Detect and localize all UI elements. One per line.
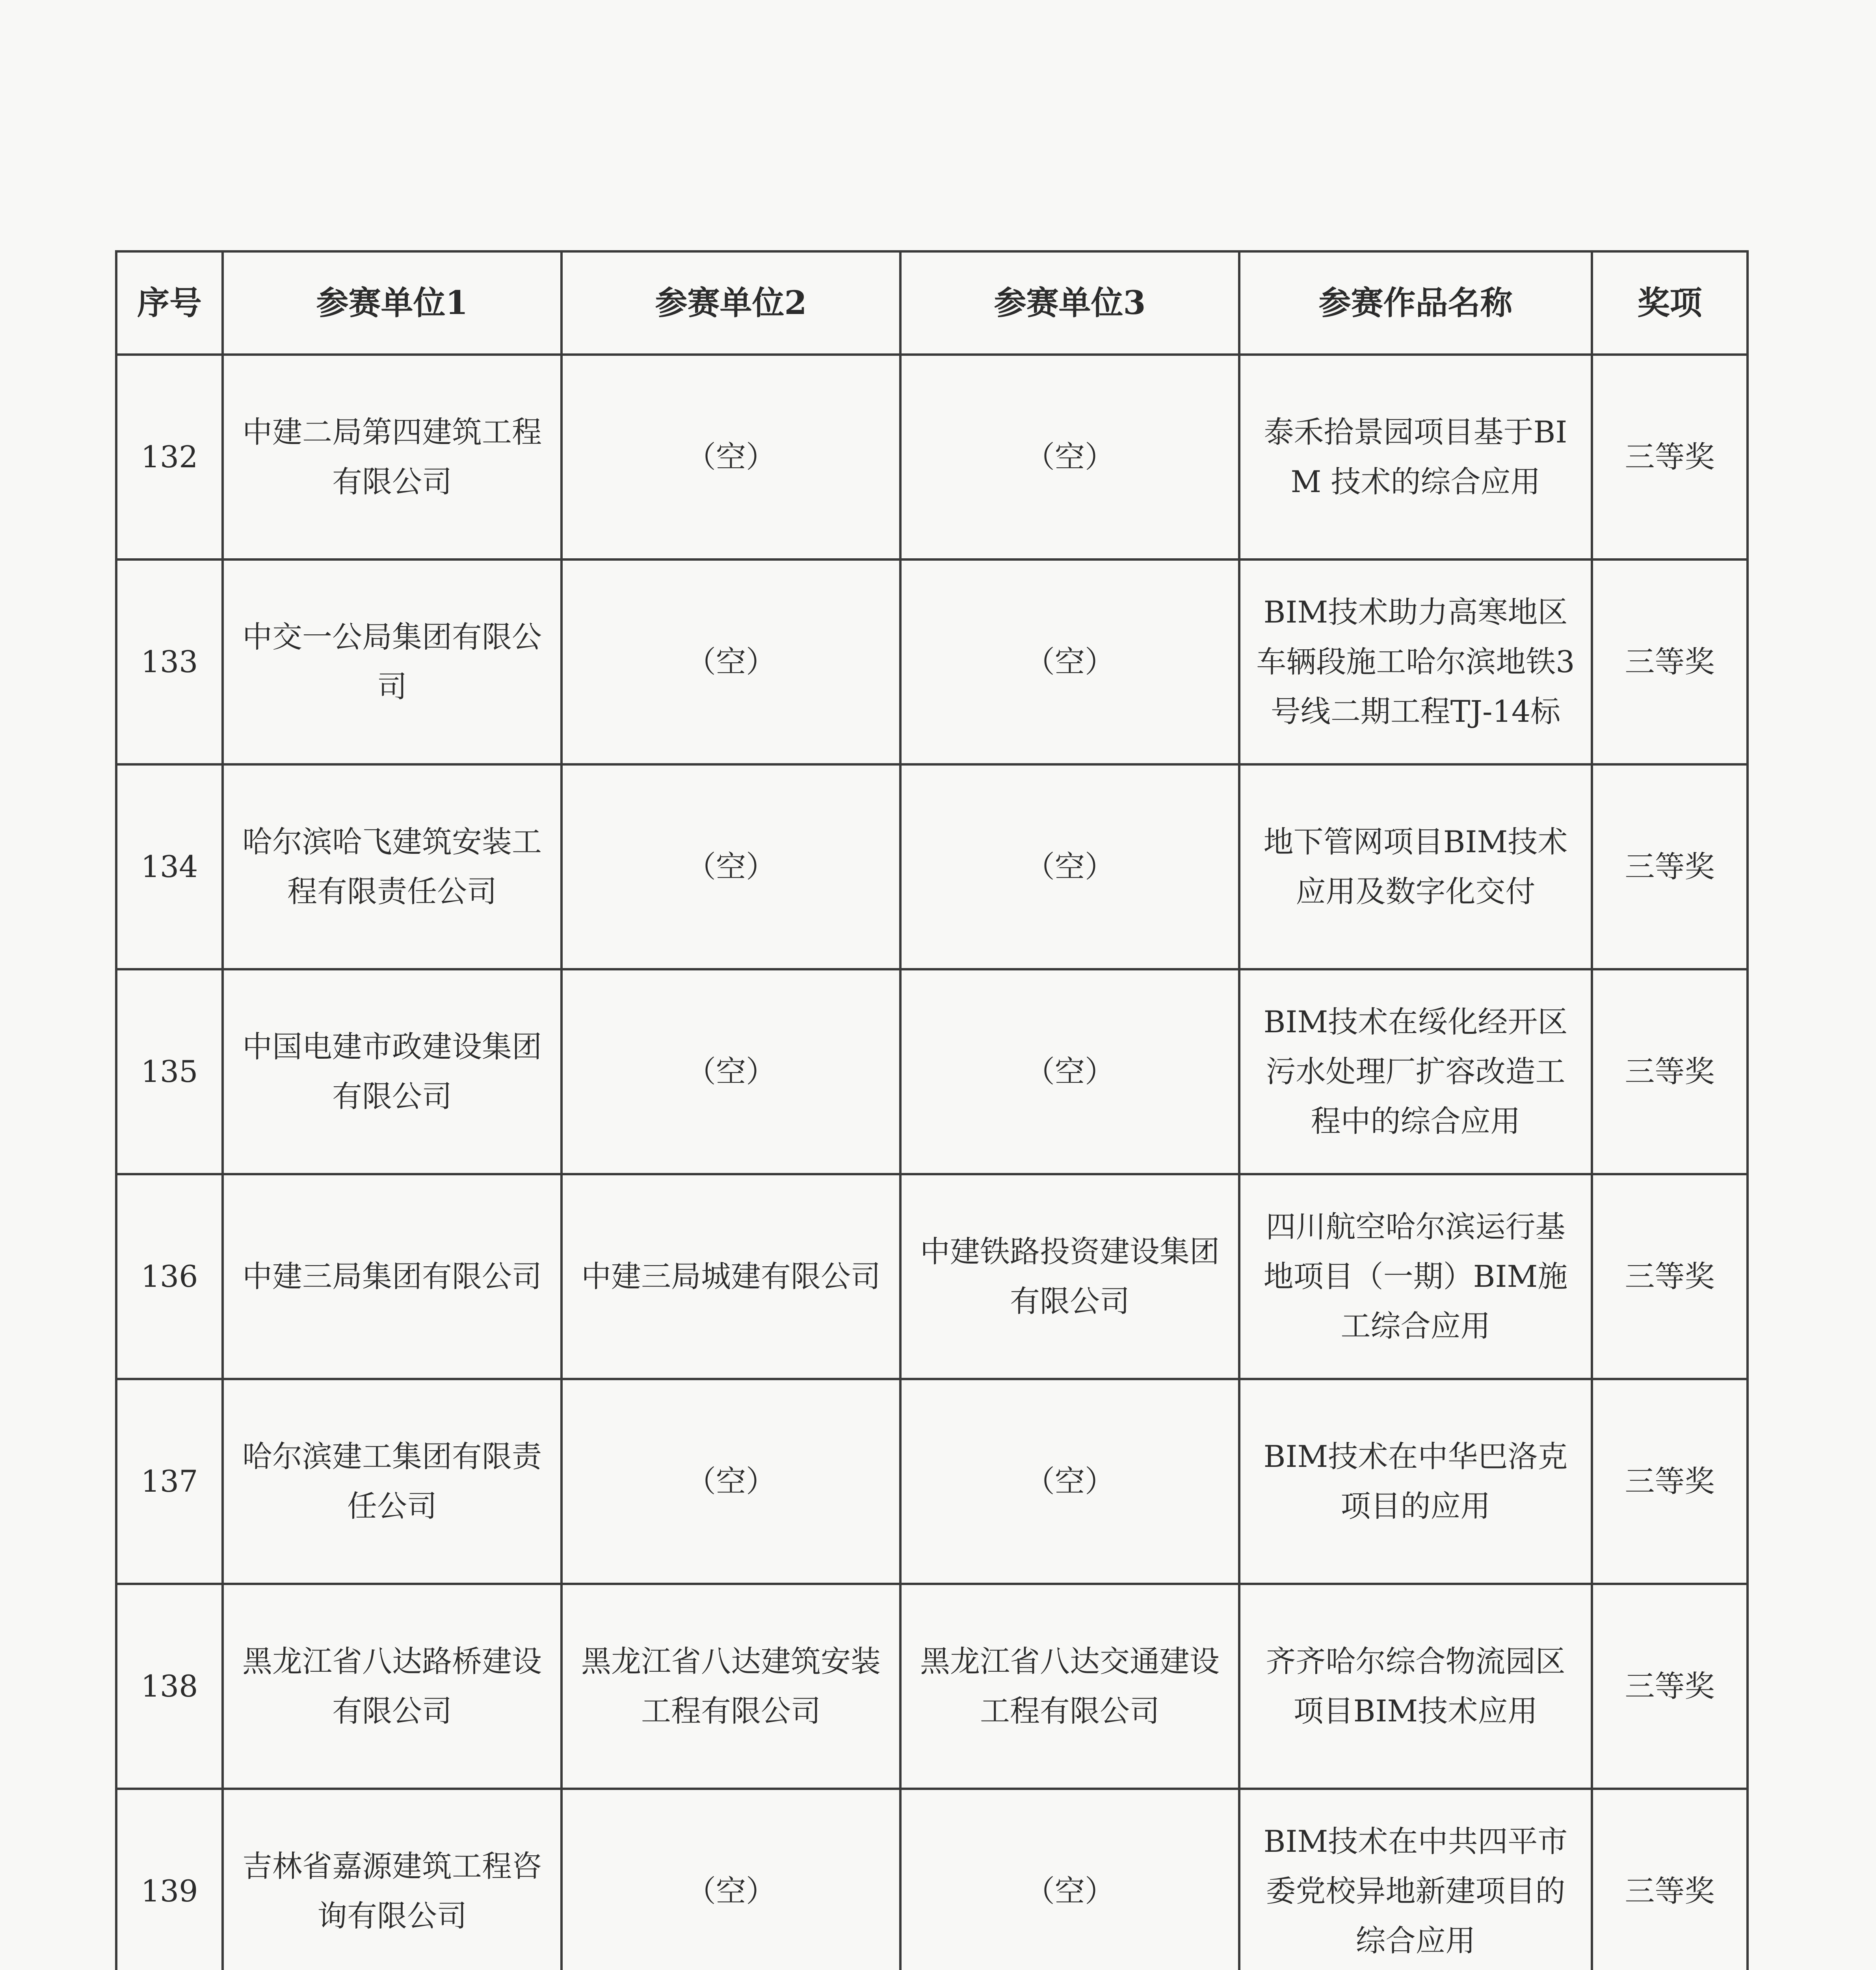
cell-unit-2: （空） — [561, 764, 900, 969]
awards-table — [115, 250, 1749, 1970]
cell-unit-2: （空） — [561, 969, 900, 1174]
cell-unit-2: 黑龙江省八达建筑安装工程有限公司 — [561, 1584, 900, 1789]
cell-unit-3: （空） — [900, 1379, 1239, 1584]
cell-unit-2: （空） — [561, 355, 900, 559]
header-index: 序号 — [116, 251, 223, 355]
cell-work-title: 泰禾拾景园项目基于BIM 技术的综合应用 — [1239, 355, 1592, 559]
header-work-title: 参赛作品名称 — [1239, 251, 1592, 355]
table-row — [116, 1174, 1748, 1379]
cell-index: 138 — [116, 1584, 223, 1789]
cell-index: 135 — [116, 969, 223, 1174]
cell-work-title: BIM技术在中华巴洛克项目的应用 — [1239, 1379, 1592, 1584]
cell-index: 137 — [116, 1379, 223, 1584]
cell-unit-2: （空） — [561, 1379, 900, 1584]
cell-award: 三等奖 — [1592, 1584, 1748, 1789]
cell-unit-1: 中交一公局集团有限公司 — [223, 559, 561, 764]
cell-award: 三等奖 — [1592, 1789, 1748, 1970]
cell-index: 139 — [116, 1789, 223, 1970]
cell-work-title: BIM技术助力高寒地区车辆段施工哈尔滨地铁3号线二期工程TJ-14标 — [1239, 559, 1592, 764]
cell-unit-3: （空） — [900, 559, 1239, 764]
cell-unit-1: 中建三局集团有限公司 — [223, 1174, 561, 1379]
cell-work-title: 地下管网项目BIM技术应用及数字化交付 — [1239, 764, 1592, 969]
cell-unit-1: 哈尔滨哈飞建筑安装工程有限责任公司 — [223, 764, 561, 969]
cell-unit-3: （空） — [900, 969, 1239, 1174]
cell-award: 三等奖 — [1592, 969, 1748, 1174]
cell-index: 134 — [116, 764, 223, 969]
cell-award: 三等奖 — [1592, 355, 1748, 559]
cell-award: 三等奖 — [1592, 559, 1748, 764]
cell-index: 132 — [116, 355, 223, 559]
cell-unit-3: （空） — [900, 764, 1239, 969]
cell-unit-2: （空） — [561, 559, 900, 764]
table-row — [116, 1584, 1748, 1789]
cell-unit-1: 中建二局第四建筑工程有限公司 — [223, 355, 561, 559]
cell-work-title: 齐齐哈尔综合物流园区项目BIM技术应用 — [1239, 1584, 1592, 1789]
header-unit-3: 参赛单位3 — [900, 251, 1239, 355]
table-row — [116, 559, 1748, 764]
cell-unit-3: 黑龙江省八达交通建设工程有限公司 — [900, 1584, 1239, 1789]
cell-unit-3: （空） — [900, 355, 1239, 559]
cell-award: 三等奖 — [1592, 1379, 1748, 1584]
cell-unit-1: 吉林省嘉源建筑工程咨询有限公司 — [223, 1789, 561, 1970]
cell-unit-1: 黑龙江省八达路桥建设有限公司 — [223, 1584, 561, 1789]
cell-index: 133 — [116, 559, 223, 764]
cell-work-title: BIM技术在中共四平市委党校异地新建项目的综合应用 — [1239, 1789, 1592, 1970]
cell-unit-3: （空） — [900, 1789, 1239, 1970]
table-row — [116, 764, 1748, 969]
cell-work-title: BIM技术在绥化经开区污水处理厂扩容改造工程中的综合应用 — [1239, 969, 1592, 1174]
cell-award: 三等奖 — [1592, 764, 1748, 969]
cell-work-title: 四川航空哈尔滨运行基地项目（一期）BIM施工综合应用 — [1239, 1174, 1592, 1379]
cell-unit-1: 哈尔滨建工集团有限责任公司 — [223, 1379, 561, 1584]
table-row — [116, 969, 1748, 1174]
cell-index: 136 — [116, 1174, 223, 1379]
table-row — [116, 355, 1748, 559]
header-award: 奖项 — [1592, 251, 1748, 355]
table-row — [116, 1789, 1748, 1970]
cell-unit-1: 中国电建市政建设集团有限公司 — [223, 969, 561, 1174]
table-header-row — [116, 251, 1748, 355]
cell-unit-2: （空） — [561, 1789, 900, 1970]
header-unit-2: 参赛单位2 — [561, 251, 900, 355]
cell-unit-2: 中建三局城建有限公司 — [561, 1174, 900, 1379]
table-row — [116, 1379, 1748, 1584]
cell-unit-3: 中建铁路投资建设集团有限公司 — [900, 1174, 1239, 1379]
header-unit-1: 参赛单位1 — [223, 251, 561, 355]
cell-award: 三等奖 — [1592, 1174, 1748, 1379]
